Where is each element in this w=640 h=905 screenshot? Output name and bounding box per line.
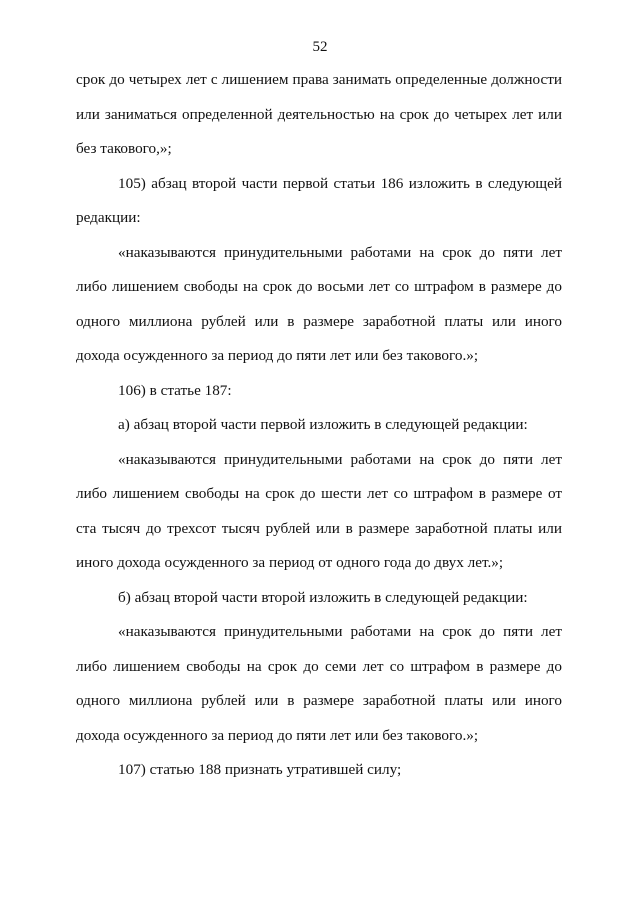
text-line: осужденного за период до пяти лет или без такового.»;	[123, 726, 479, 744]
text-line: 107) статью 188 признать утратившей силу;	[118, 761, 402, 778]
text-line: «наказываются принудительными работами на срок до пяти лет либо	[76, 243, 562, 295]
paragraph-item-106b	[76, 581, 562, 616]
paragraph-item-107	[76, 753, 562, 788]
text-line: миллиона рублей или в размере заработной платы или иного дохода	[76, 692, 563, 744]
paragraph-quote-187-part2	[76, 615, 562, 753]
text-line: «наказываются принудительными работами на срок до пяти лет либо	[76, 450, 562, 502]
text-line: или заниматься определенной деятельностью на срок до четырех лет или	[76, 105, 562, 123]
text-line: тысяч до трехсот тысяч рублей или в размере заработной платы или иного	[76, 519, 562, 571]
text-line: осужденного за период до пяти лет или без такового.»;	[123, 347, 479, 364]
page-number: 52	[312, 39, 328, 55]
text-line: лишением свободы на срок до восьми лет со штрафом в размере до одного	[76, 278, 563, 330]
paragraph-item-105	[76, 167, 562, 236]
document-body	[76, 63, 562, 788]
text-line: дохода осужденного за период от одного года до двух лет.»;	[117, 554, 504, 571]
text-line: редакции:	[76, 209, 141, 226]
text-line: 106) в статье 187:	[118, 381, 232, 399]
text-line: срок до четырех лет с лишением права занимать определенные должности	[76, 71, 562, 88]
text-line: б) абзац второй части второй изложить в следующей редакции:	[118, 588, 528, 606]
text-line: «наказываются принудительными работами на срок до пяти лет либо	[76, 623, 562, 675]
paragraph-item-106	[76, 374, 562, 409]
paragraph-continuation	[76, 63, 562, 167]
paragraph-quote-186	[76, 236, 562, 374]
text-line: а) абзац второй части первой изложить в следующей редакции:	[118, 416, 528, 433]
text-line: лишением свободы на срок до шести лет со штрафом в размере от ста	[76, 485, 562, 537]
text-line: 105) абзац второй части первой статьи 186 изложить в следующей	[118, 174, 562, 192]
paragraph-quote-187-part1	[76, 443, 562, 581]
text-line: без такового,»;	[76, 140, 172, 157]
text-line: миллиона рублей или в размере заработной платы или иного дохода	[76, 312, 563, 364]
paragraph-item-106a	[76, 408, 562, 443]
text-line: лишением свободы на срок до семи лет со штрафом в размере до одного	[76, 657, 562, 709]
